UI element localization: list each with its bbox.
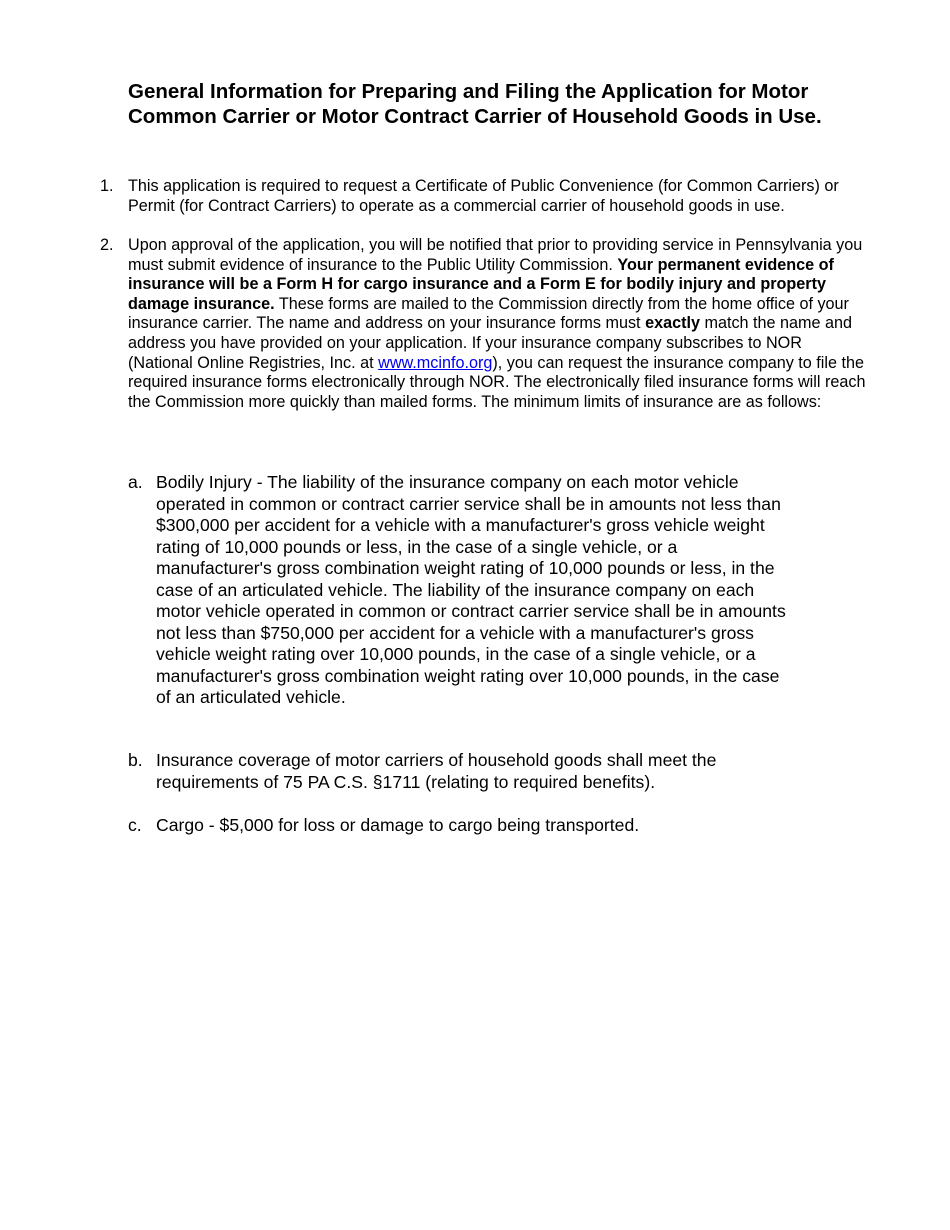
item-text: This application is required to request a Certificate of Public Convenience (for Common Carriers) or Permit (for Contract Carriers) to operate as a commercial carrier of household goods in use. xyxy=(128,177,839,215)
list-item-1 xyxy=(100,177,870,216)
subitem-b xyxy=(128,750,788,793)
subitem-text: Cargo - $5,000 for loss or damage to cargo being transported. xyxy=(156,815,640,835)
subitem-letter: b. xyxy=(128,750,143,770)
list-item-2 xyxy=(100,236,870,412)
item-number: 2. xyxy=(100,236,114,254)
subitem-a xyxy=(128,472,788,709)
subitem-text: Insurance coverage of motor carriers of household goods shall meet the requirements of 75 PA C.S. §1711 (relating to required benefits). xyxy=(156,750,717,792)
insurance-forms-bold: Your permanent evidence of insurance will be a Form H for cargo insurance and a Form E for bodily injury and property damage insurance. xyxy=(128,255,834,313)
item-number: 1. xyxy=(100,177,114,195)
subitem-letter: a. xyxy=(128,472,143,492)
item-text-part: These forms are mailed to the Commission directly from the home office of your insurance carrier. The name and address on your insurance forms must xyxy=(128,294,849,333)
item-text xyxy=(128,236,870,412)
exactly-bold: exactly xyxy=(645,314,700,333)
page-title: General Information for Preparing and Filing the Application for Motor Common Carrier or Motor Contract Carrier of Household Goods in Use. xyxy=(128,80,822,128)
subitem-c xyxy=(128,815,788,837)
subitem-letter: c. xyxy=(128,815,142,835)
subitem-text: Bodily Injury - The liability of the insurance company on each motor vehicle operated in common or contract carrier service shall be in amounts not less than $300,000 per accident for a vehicle with a manufacturer's gross vehicle weight rating of 10,000 pounds or less, in the case of a single vehicle, or a manufacturer's gross combination weight rating of 10,000 pounds or less, in the case of an articulated vehicle. The liability of the insurance company on each motor vehicle operated in common or contract carrier service shall be in amounts not less than $750,000 per accident for a vehicle with a manufacturer's gross vehicle weight rating over 10,000 pounds, in the case of a single vehicle, or a manufacturer's gross combination weight rating over 10,000 pounds, in the case of an articulated vehicle. xyxy=(156,472,786,707)
item-text-part: match the name and address you have provided on your application. If your insurance company subscribes to NOR (National Online Registries, Inc. at xyxy=(128,314,853,372)
item-text-part: ), you can request the insurance company to file the required insurance forms electronically through NOR. The electronically filed insurance forms will reach the Commission more quickly than mailed forms. The minimum limits of insurance are as follows: xyxy=(128,353,866,411)
mcinfo-link[interactable]: www.mcinfo.org xyxy=(378,353,493,372)
item-text-part: Upon approval of the application, you will be notified that prior to providing service in Pennsylvania you must submit evidence of insurance to the Public Utility Commission. xyxy=(128,236,863,274)
